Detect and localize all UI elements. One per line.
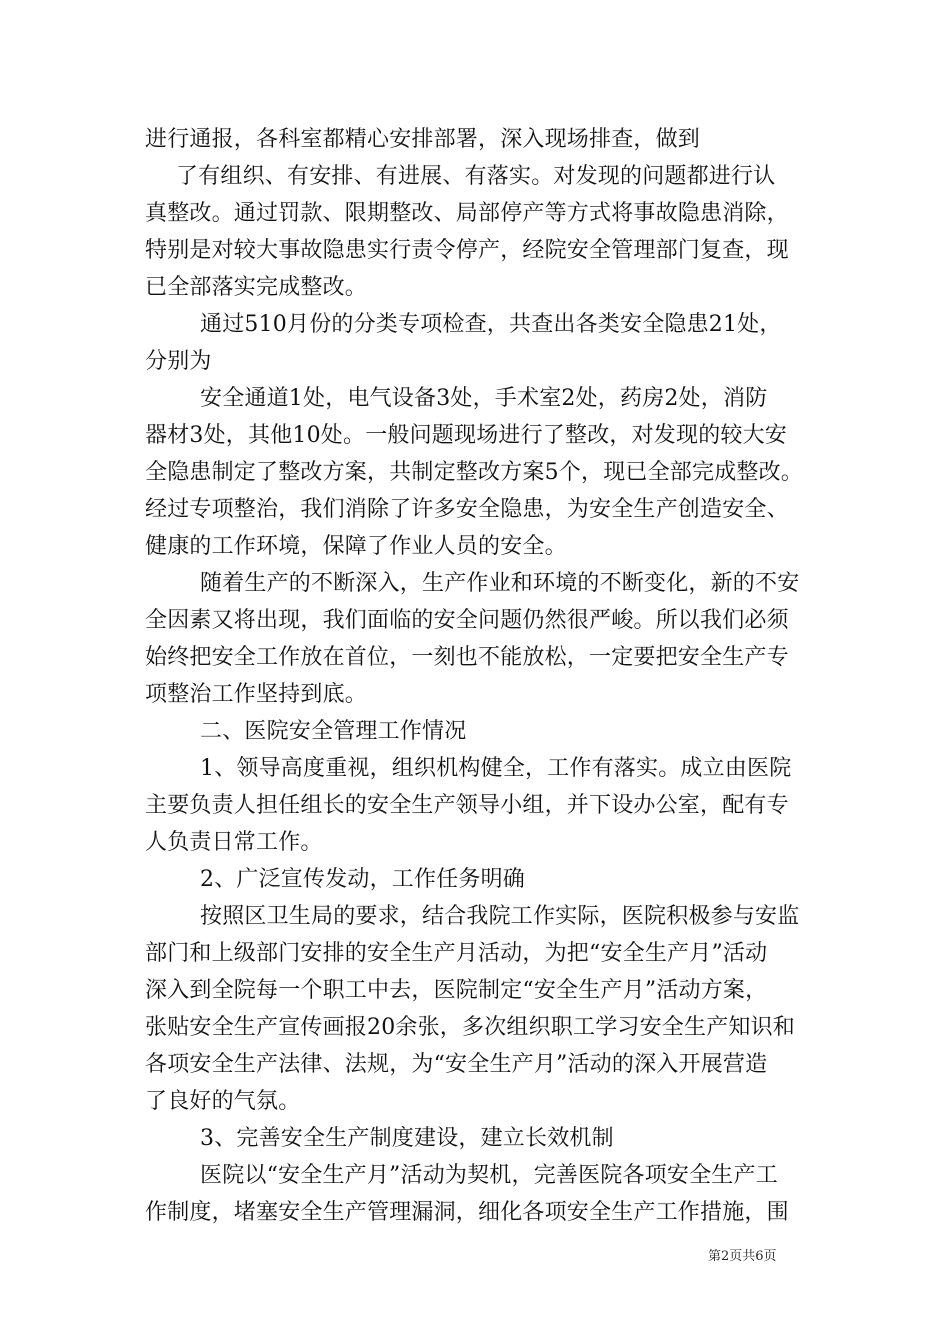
text-line-22: 按照区卫生局的要求，结合我院工作实际，医院积极参与安监 [200,904,800,929]
text-line-11: 经过专项整治，我们消除了许多安全隐患，为安全生产创造安全、 [145,497,789,522]
text-line-6: 通过510月份的分类专项检查，共查出各类安全隐患21处， [200,312,782,337]
text-line-3: 真整改。通过罚款、限期整改、局部停产等方式将事故隐患消除， [145,201,789,226]
text-line-23: 部门和上级部门安排的安全生产月活动，为把“安全生产月”活动 [145,941,768,966]
text-line-20: 人负责日常工作。 [145,830,323,855]
text-line-27: 了良好的气氛。 [145,1089,301,1114]
text-line-2: 了有组织、有安排、有进展、有落实。对发现的问题都进行认 [176,164,776,189]
text-line-16: 项整治工作坚持到底。 [145,682,368,707]
page-number: 第2页共6页 [708,1249,777,1264]
text-line-13: 随着生产的不断深入，生产作业和环境的不断变化，新的不安 [200,571,800,596]
text-line-8: 安全通道1处，电气设备3处，手术室2处，药房2处，消防 [200,386,768,411]
section-heading-2: 二、医院安全管理工作情况 [200,719,467,744]
text-line-19: 主要负责人担任组长的安全生产领导小组，并下设办公室，配有专 [145,793,789,818]
subheading-2: 2、广泛宣传发动，工作任务明确 [200,867,525,892]
text-line-7: 分别为 [145,349,212,374]
text-line-30: 作制度，堵塞安全生产管理漏洞，细化各项安全生产工作措施，围 [145,1200,789,1225]
text-line-24: 深入到全院每一个职工中去，医院制定“安全生产月”活动方案， [145,978,768,1003]
text-line-9: 器材3处，其他10处。一般问题现场进行了整改，对发现的较大安 [145,423,787,448]
text-line-18: 1、领导高度重视，组织机构健全，工作有落实。成立由医院 [200,756,792,781]
text-line-29: 医院以“安全生产月”活动为契机，完善医院各项安全生产工 [200,1163,778,1188]
text-line-25: 张贴安全生产宣传画报20余张，多次组织职工学习安全生产知识和 [145,1015,795,1040]
text-line-15: 始终把安全工作放在首位，一刻也不能放松，一定要把安全生产专 [145,645,789,670]
text-line-26: 各项安全生产法律、法规，为“安全生产月”活动的深入开展营造 [145,1052,768,1077]
text-line-5: 已全部落实完成整改。 [145,275,368,300]
text-line-1: 进行通报，各科室都精心安排部署，深入现场排查，做到 [145,127,701,152]
text-line-14: 全因素又将出现，我们面临的安全问题仍然很严峻。所以我们必须 [145,608,789,633]
subheading-3: 3、完善安全生产制度建设，建立长效机制 [200,1126,614,1151]
text-line-10: 全隐患制定了整改方案，共制定整改方案5个，现已全部完成整改。 [145,460,803,485]
text-line-4: 特别是对较大事故隐患实行责令停产，经院安全管理部门复查，现 [145,238,789,263]
text-line-12: 健康的工作环境，保障了作业人员的安全。 [145,534,567,559]
